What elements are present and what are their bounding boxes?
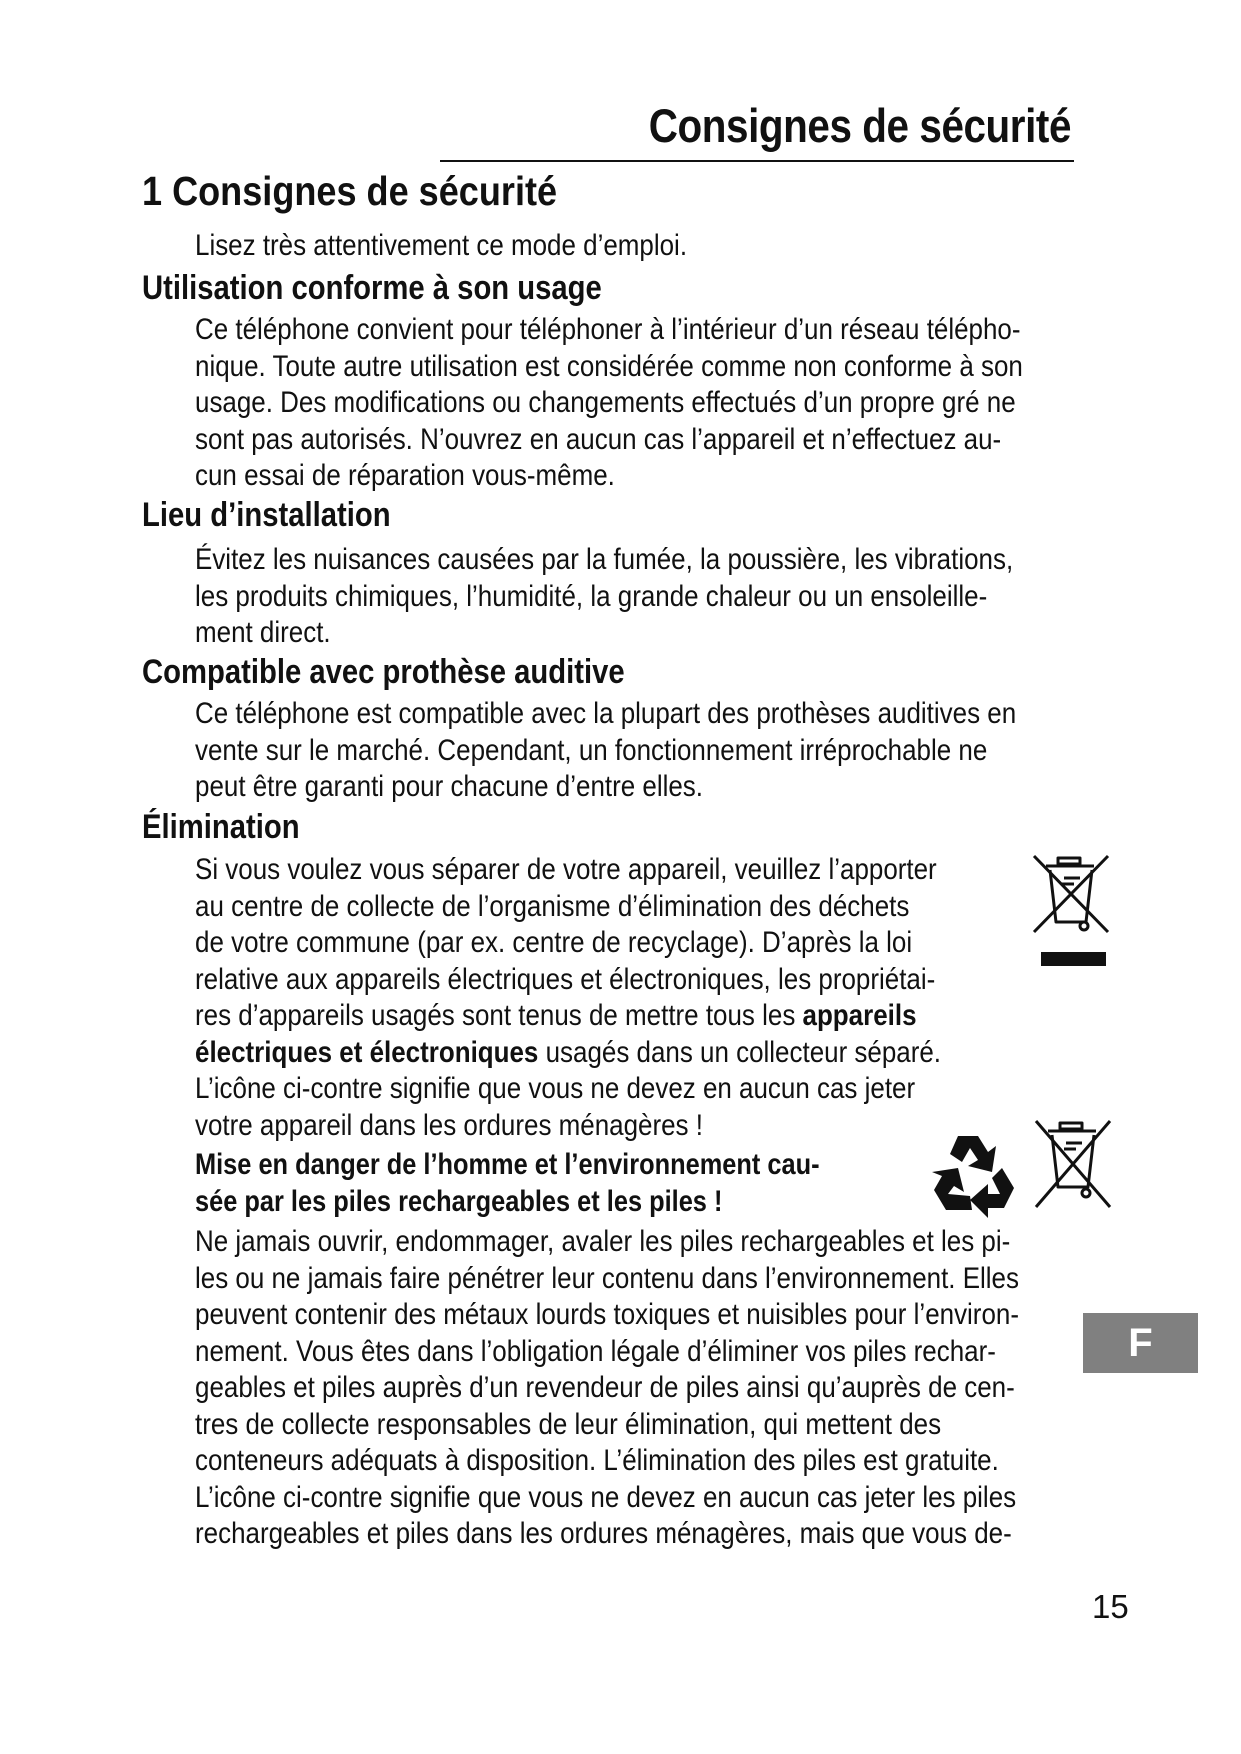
paragraph-line: les produits chimiques, l’humidité, la grande chaleur ou un ensoleille- (195, 579, 988, 613)
paragraph-line: rechargeables et piles dans les ordures ménagères, mais que vous de- (195, 1517, 1012, 1550)
paragraph-line: usage. Des modifications ou changements effectués d’un propre gré ne (195, 386, 1016, 419)
paragraph-line: Ce téléphone convient pour téléphoner à l’intérieur d’un réseau télépho- (195, 313, 1021, 346)
paragraph-line: Ne jamais ouvrir, endommager, avaler les piles rechargeables et les pi- (195, 1225, 1011, 1258)
section-heading-disposal: Élimination (142, 808, 300, 846)
paragraph-line: les ou ne jamais faire pénétrer leur contenu dans l’environnement. Elles (195, 1261, 1019, 1295)
battery-warning (195, 1146, 820, 1220)
paragraph-line: relative aux appareils électriques et électroniques, les propriétai- (195, 962, 936, 996)
paragraph-line: nique. Toute autre utilisation est considérée comme non conforme à son (195, 349, 1023, 383)
paragraph-line: Évitez les nuisances causées par la fumée, la poussière, les vibrations, (195, 543, 1014, 576)
section-body-disposal (195, 852, 941, 1144)
paragraph-line: Lisez très attentivement ce mode d’emploi. (195, 229, 688, 262)
chapter-intro (195, 228, 687, 265)
section-heading-usage: Utilisation conforme à son usage (142, 269, 602, 307)
paragraph-line: nement. Vous êtes dans l’obligation légale d’éliminer vos piles rechar- (195, 1334, 996, 1368)
chapter-title: 1 Consignes de sécurité (142, 168, 558, 214)
paragraph-line: cun essai de réparation vous-même. (195, 459, 615, 492)
warning-line: sée par les piles rechargeables et les piles ! (195, 1185, 723, 1218)
paragraph-line (195, 1035, 941, 1072)
section-heading-hearing-aid: Compatible avec prothèse auditive (142, 653, 625, 691)
paragraph-line: peuvent contenir des métaux lourds toxiques et nuisibles pour l’environ- (195, 1298, 1019, 1331)
text-run: usagés dans un collecteur séparé. (538, 1035, 942, 1069)
paragraph-line: tres de collecte responsables de leur élimination, qui mettent des (195, 1407, 942, 1441)
weee-bin-icon (1028, 852, 1114, 970)
paragraph-line: vente sur le marché. Cependant, un fonctionnement irréprochable ne (195, 733, 988, 767)
recycling-icon (928, 1128, 1020, 1220)
page-header-title: Consignes de sécurité (648, 99, 1071, 152)
paragraph-line: Ce téléphone est compatible avec la plupart des prothèses auditives en (195, 697, 1017, 730)
paragraph-line: L’icône ci-contre signifie que vous ne devez en aucun cas jeter (195, 1072, 916, 1105)
text-run: res d’appareils usagés sont tenus de mettre tous les (195, 999, 803, 1032)
section-body-installation (195, 542, 1013, 652)
section-body-batteries (195, 1224, 1019, 1553)
paragraph-line: de votre commune (par ex. centre de recyclage). D’après la loi (195, 926, 913, 959)
paragraph-line: geables et piles auprès d’un revendeur de piles ainsi qu’auprès de cen- (195, 1371, 1015, 1404)
paragraph-line: peut être garanti pour chacune d’entre elles. (195, 770, 704, 803)
paragraph-line: au centre de collecte de l’organisme d’élimination des déchets (195, 889, 910, 923)
header-divider (440, 160, 1074, 162)
paragraph-line: conteneurs adéquats à disposition. L’élimination des piles est gratuite. (195, 1444, 999, 1477)
paragraph-line: Si vous voulez vous séparer de votre appareil, veuillez l’apporter (195, 853, 937, 886)
paragraph-line (195, 998, 941, 1035)
warning-line: Mise en danger de l’homme et l’environnement cau- (195, 1148, 820, 1181)
paragraph-line: ment direct. (195, 616, 331, 649)
language-tab-french: F (1083, 1313, 1198, 1373)
paragraph-line: L’icône ci-contre signifie que vous ne devez en aucun cas jeter les piles (195, 1480, 1017, 1514)
paragraph-line: sont pas autorisés. N’ouvrez en aucun cas l’appareil et n’effectuez au- (195, 422, 1002, 456)
page-number: 15 (1092, 1588, 1129, 1625)
bold-text-run: électriques et électroniques (195, 1035, 539, 1069)
bold-text-run: appareils (802, 999, 917, 1032)
section-heading-installation: Lieu d’installation (142, 496, 391, 534)
section-body-hearing-aid (195, 696, 1016, 806)
section-body-usage (195, 312, 1023, 495)
paragraph-line: votre appareil dans les ordures ménagères ! (195, 1108, 703, 1142)
battery-bin-crossed-icon (1030, 1115, 1114, 1215)
